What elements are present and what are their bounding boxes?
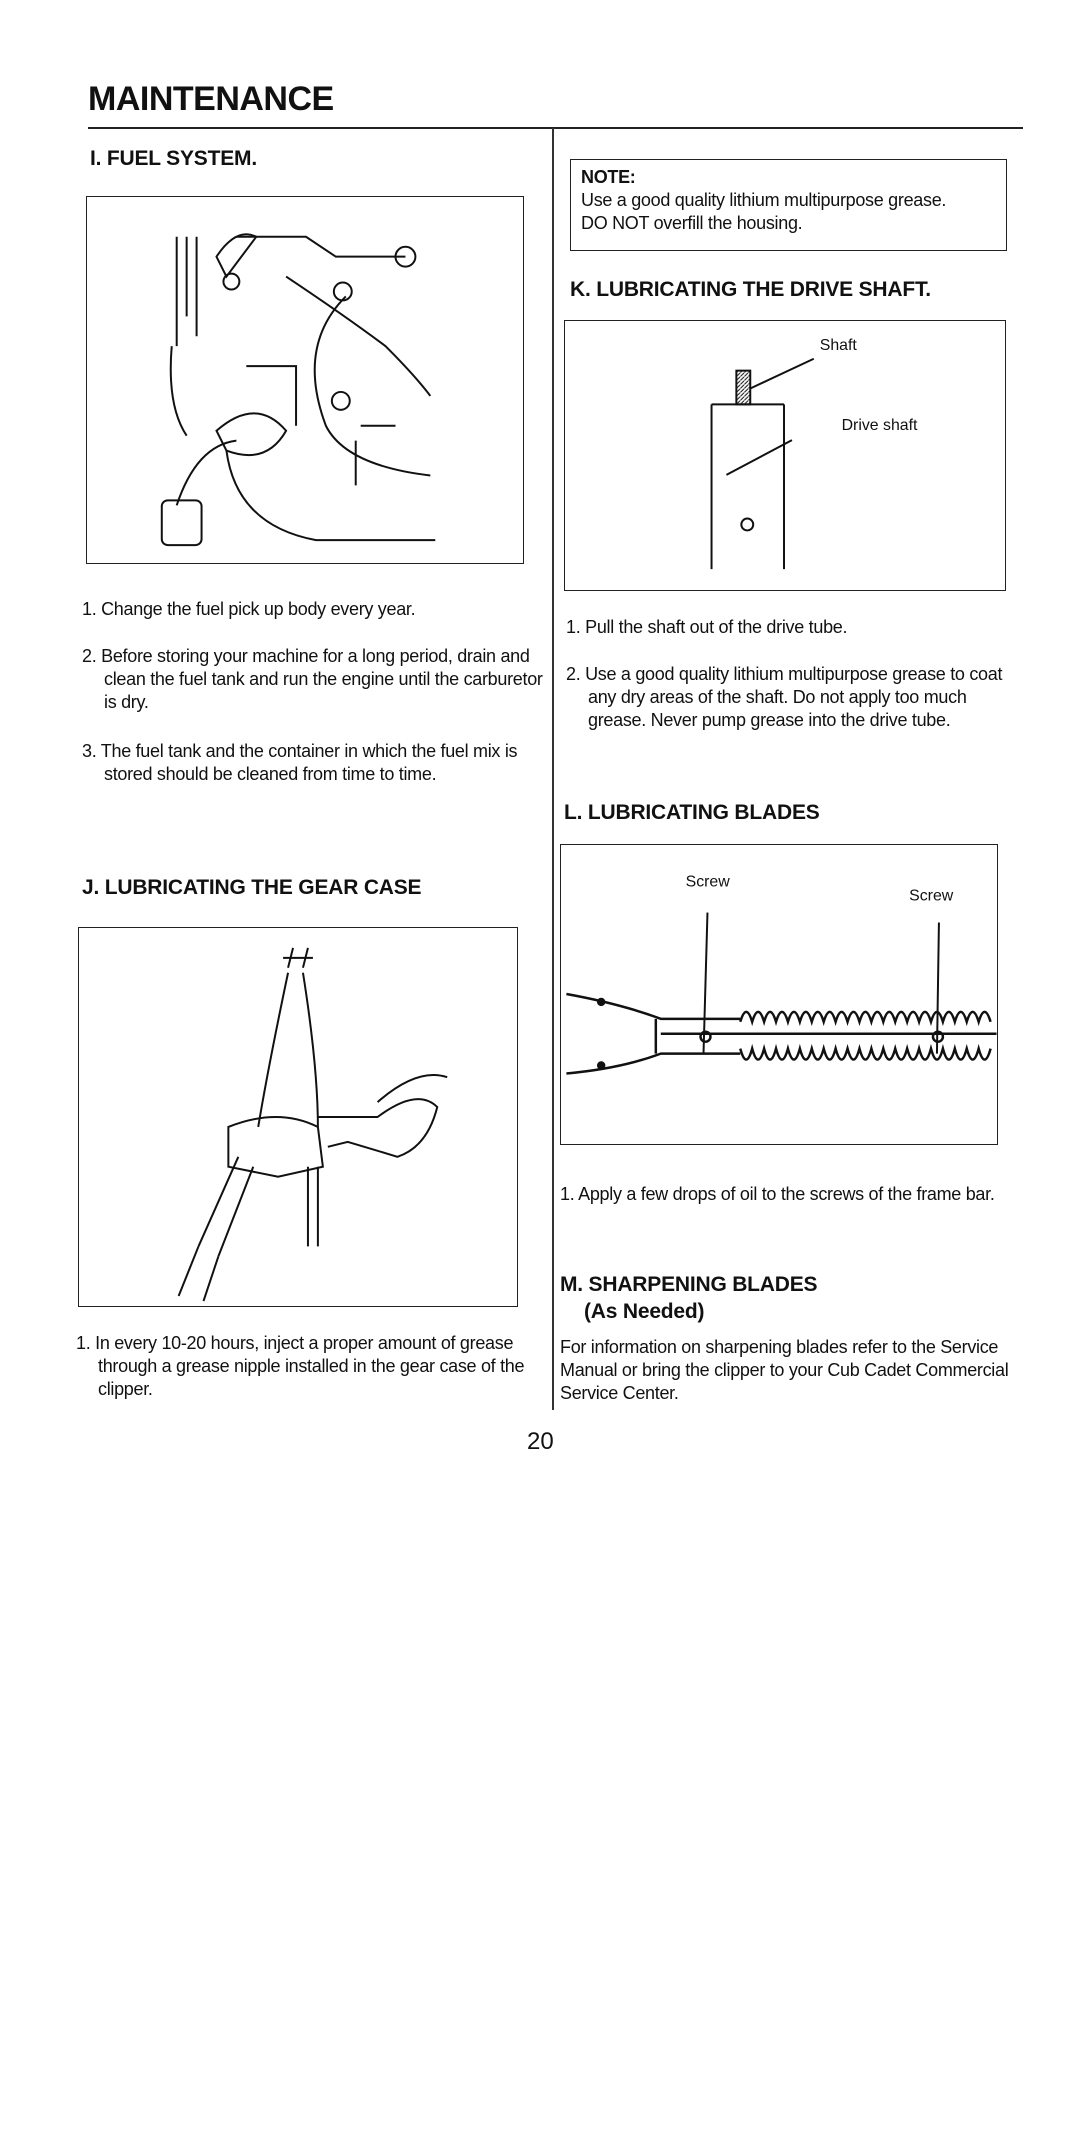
drive-shaft-label: Drive shaft: [841, 417, 918, 435]
drive-shaft-item-1: 1. Pull the shaft out of the drive tube.: [566, 617, 848, 637]
screw-right-label: Screw: [909, 887, 954, 905]
blades-heading: L. LUBRICATING BLADES: [564, 801, 820, 824]
drive-shaft-heading: K. LUBRICATING THE DRIVE SHAFT.: [570, 278, 931, 301]
fuel-item-3: 3. The fuel tank and the container in which the fuel mix is stored should be cleaned from time to time.: [82, 741, 518, 784]
sharpening-text: For information on sharpening blades refer to the Service Manual or bring the clipper to your Cub Cadet Commercial Service Center.: [560, 1337, 1009, 1403]
gear-case-heading: J. LUBRICATING THE GEAR CASE: [82, 876, 422, 899]
note-line-2: DO NOT overfill the housing.: [581, 213, 803, 233]
gear-case-item-1: 1. In every 10-20 hours, inject a proper amount of grease through a grease nipple installed in the gear case of the clipper.: [76, 1333, 525, 1399]
sharpening-subheading: (As Needed): [584, 1300, 705, 1323]
fuel-item-2: 2. Before storing your machine for a long period, drain and clean the fuel tank and run the engine until the carburetor is dry.: [82, 646, 543, 712]
fuel-system-figure: [86, 196, 524, 564]
column-divider: [552, 128, 554, 1410]
gear-case-figure: [78, 927, 518, 1307]
note-line-1: Use a good quality lithium multipurpose grease.: [581, 190, 947, 210]
note-label: NOTE:: [581, 167, 636, 187]
sharpening-heading: M. SHARPENING BLADES: [560, 1273, 818, 1296]
screw-left-label: Screw: [685, 873, 730, 891]
drive-shaft-figure: [564, 320, 1006, 591]
page-title: MAINTENANCE: [88, 80, 334, 118]
title-rule: [88, 127, 1023, 129]
fuel-system-heading: I. FUEL SYSTEM.: [90, 147, 257, 170]
blades-item-1: 1. Apply a few drops of oil to the screws of the frame bar.: [560, 1184, 995, 1204]
blades-figure: [560, 844, 998, 1145]
fuel-item-1: 1. Change the fuel pick up body every year.: [82, 599, 416, 619]
shaft-label: Shaft: [819, 336, 857, 354]
drive-shaft-item-2: 2. Use a good quality lithium multipurpose grease to coat any dry areas of the shaft. Do not apply too much grease. Never pump grease into the drive tube.: [566, 664, 1003, 730]
note-box: [570, 159, 1007, 251]
page-number: 20: [527, 1428, 554, 1455]
